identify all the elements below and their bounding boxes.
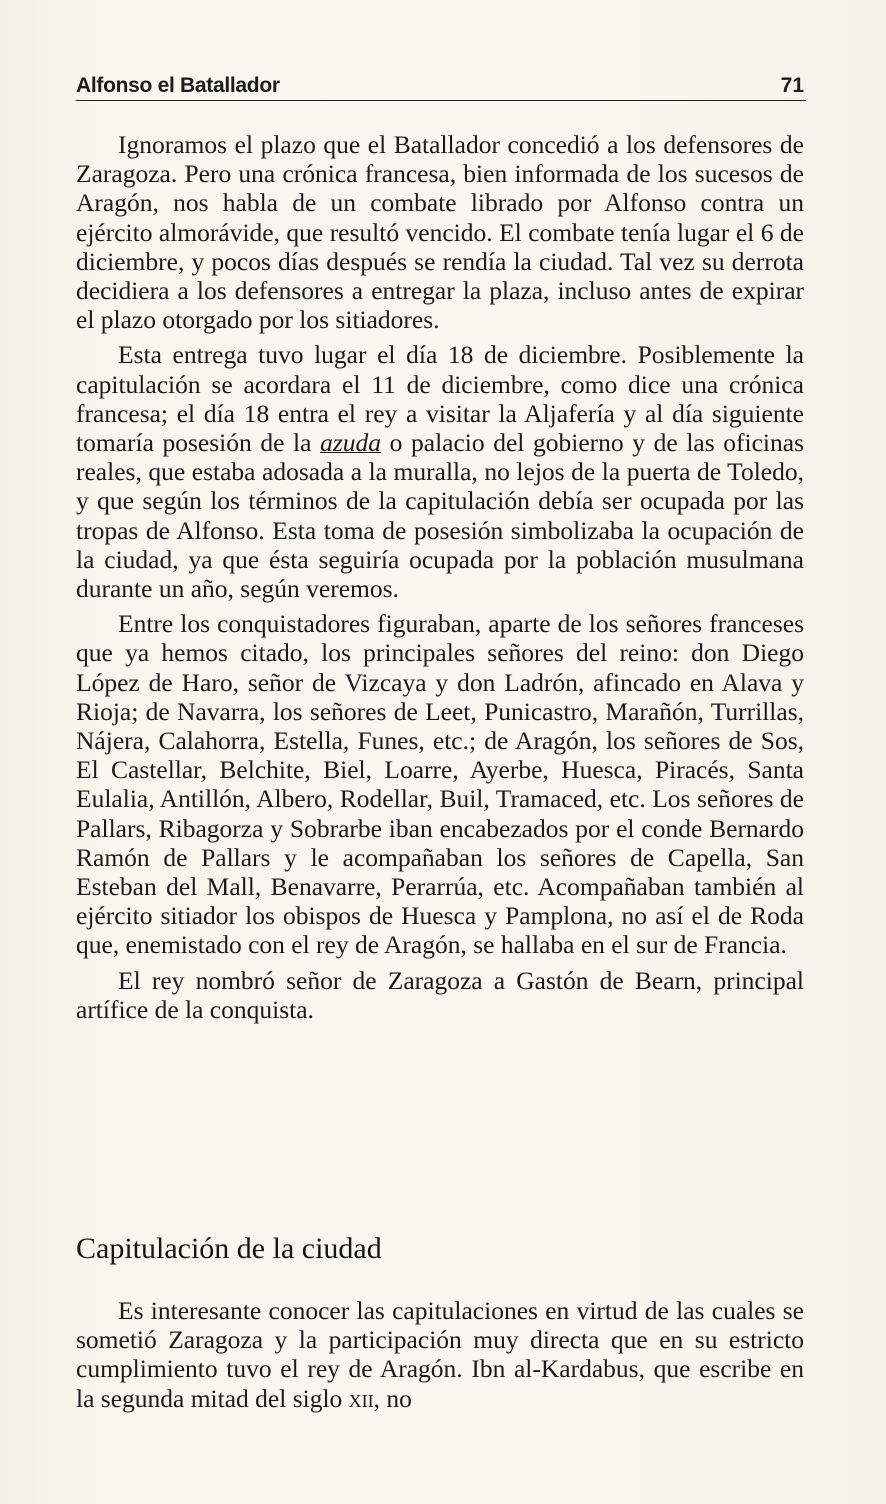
body-text xyxy=(76,130,804,1030)
section-heading: Capitulación de la ciudad xyxy=(76,1232,382,1265)
page-number: 71 xyxy=(780,74,804,97)
paragraph-3: Entre los conquistadores figuraban, aparte de los señores franceses que ya hemos citado, los principales señores del reino: don Diego López de Haro, señor de Vizcaya y don Ladrón, afincado en Alava y Rioja; de Navarra, los señores de Leet, Punicastro, Marañón, Turrillas, Nájera, Calahorra, Estella, Funes, etc.; de Aragón, los señores de Sos, El Castellar, Belchite, Biel, Loarre, Ayerbe, Huesca, Piracés, Santa Eulalia, Antillón, Albero, Rodellar, Buil, Tramaced, etc. Los señores de Pallars, Ribagorza y Sobrarbe iban encabezados por el conde Bernardo Ramón de Pallars y le acompañaban los señores de Capella, San Esteban del Mall, Benavarre, Perarrúa, etc. Acompañaban también al ejército sitiador los obispos de Huesca y Pamplona, no así el de Roda que, enemistado con el rey de Aragón, se hallaba en el sur de Francia. xyxy=(76,609,804,960)
century-numeral: xii xyxy=(348,1383,374,1413)
paragraph-2-text-a: Esta entrega tuvo lugar el día 18 de diciembre. Posiblemente la capitulación se acordara el 11 de diciembre, como dice una crónica francesa; el día 18 entra el rey a visitar la Aljafería y al día siguiente tomaría posesión de la xyxy=(76,340,804,458)
running-title: Alfonso el Batallador xyxy=(76,74,280,97)
paragraph-2-text-b: o palacio del gobierno y de las oficinas reales, que estaba adosada a la muralla, no lejos de la puerta de Toledo, y que según los términos de la capitulación debía ser ocupada por las tropas de Alfonso. Esta toma de posesión simbolizaba la ocupación de la ciudad, ya que ésta seguiría ocupada por la población musulmana durante un año, según veremos. xyxy=(76,428,804,604)
paragraph-5 xyxy=(76,1296,804,1413)
paragraph-4: El rey nombró señor de Zaragoza a Gastón de Bearn, principal artífice de la conquista. xyxy=(76,965,804,1024)
azuda-term: azuda xyxy=(320,428,382,458)
paragraph-2 xyxy=(76,340,804,603)
section-body xyxy=(76,1296,804,1413)
running-head xyxy=(76,70,806,101)
paragraph-5-text-b: , no xyxy=(373,1383,412,1413)
paragraph-5-text-a: Es interesante conocer las capitulaciones en virtud de las cuales se sometió Zaragoza y la participación muy directa que en su estricto cumplimiento tuvo el rey de Aragón. Ibn al-Kardabus, que escribe en la segunda mitad del siglo xyxy=(76,1296,804,1413)
paragraph-1: Ignoramos el plazo que el Batallador concedió a los defensores de Zaragoza. Pero una crónica francesa, bien informada de los sucesos de Aragón, nos habla de un combate librado por Alfonso contra un ejército almorávide, que resultó vencido. El combate tenía lugar el 6 de diciembre, y pocos días después se rendía la ciudad. Tal vez su derrota decidiera a los defensores a entregar la plaza, incluso antes de expirar el plazo otorgado por los sitiadores. xyxy=(76,130,804,335)
